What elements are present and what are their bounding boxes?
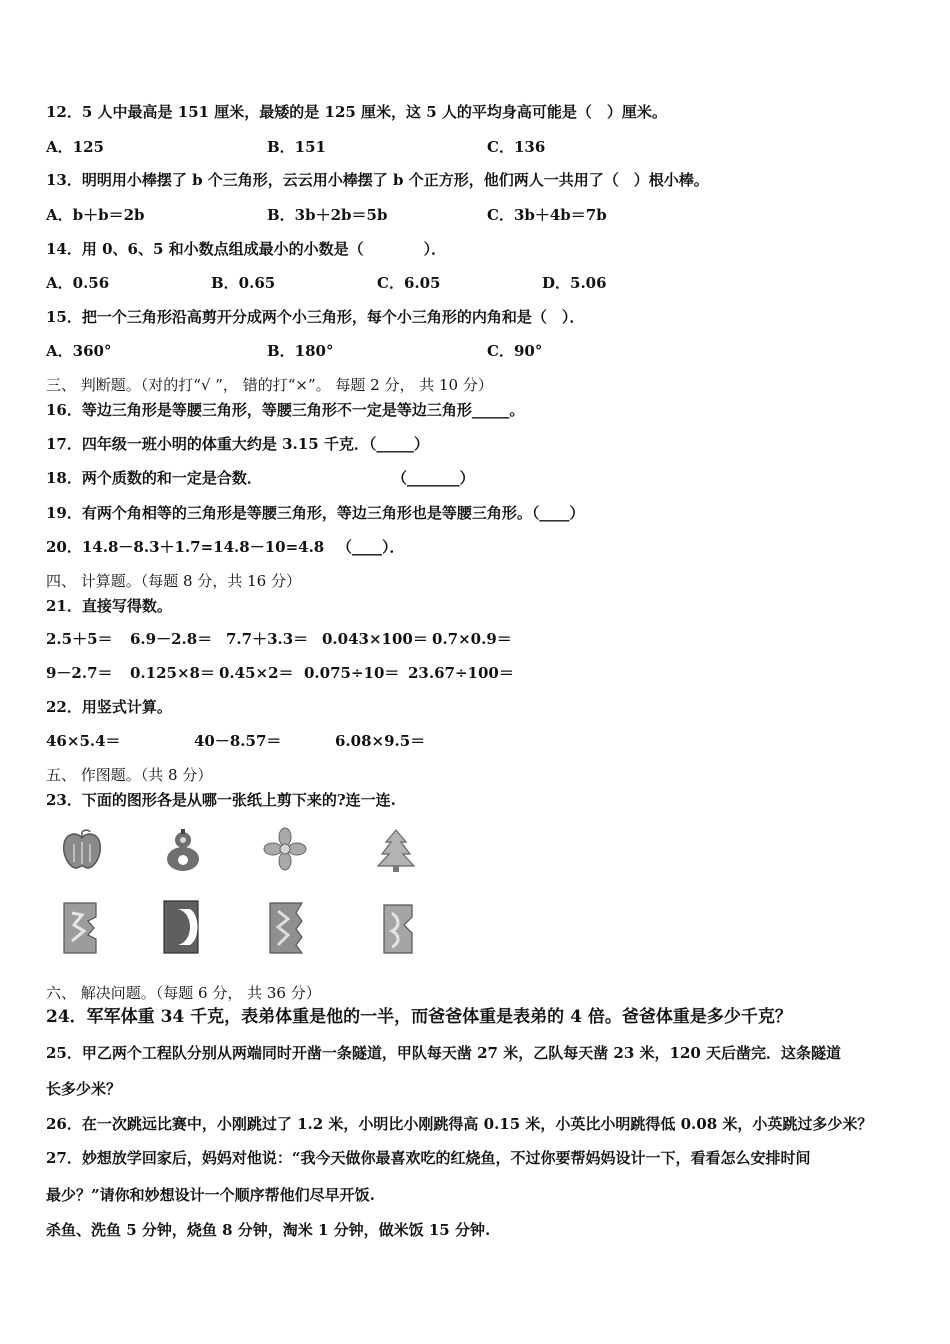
section-5-heading: 五、 作图题。（共 8 分） <box>46 766 213 784</box>
section-3-heading: 三、 判断题。（对的打“√ ”， 错的打“×”。 每题 2 分， 共 10 分） <box>46 376 493 394</box>
gourd-cutout-figure <box>160 826 206 874</box>
q15-option-c: C．90° <box>487 342 543 360</box>
q21-item: 2.5＋5＝ <box>46 630 113 648</box>
q18-answer-blank: （_______） <box>392 469 475 487</box>
q27-line-3: 杀鱼、洗鱼 5 分钟，烧鱼 8 分钟，淘米 1 分钟，做米饭 15 分钟. <box>46 1221 491 1239</box>
q22-item: 6.08×9.5＝ <box>335 732 426 750</box>
q13-option-b: B．3b＋2b＝5b <box>267 206 388 224</box>
q21-item: 0.043×100＝ <box>322 630 428 648</box>
q19: 19．有两个角相等的三角形是等腰三角形，等边三角形也是等腰三角形。（____） <box>46 504 585 522</box>
q21-item: 0.7×0.9＝ <box>432 630 512 648</box>
q21-item: 7.7＋3.3＝ <box>226 630 309 648</box>
section-6-heading: 六、 解决问题。（每题 6 分， 共 36 分） <box>46 984 321 1002</box>
q12-option-a: A．125 <box>46 138 104 156</box>
q21-item: 0.125×8＝ <box>130 664 215 682</box>
q15-option-b: B．180° <box>267 342 334 360</box>
q12-stem: 12．5 人中最高是 151 厘米，最矮的是 125 厘米，这 5 人的平均身高可能是（ ）厘米。 <box>46 103 667 121</box>
q14-option-b: B．0.65 <box>211 274 276 292</box>
q25-line-1: 25．甲乙两个工程队分别从两端同时开凿一条隧道，甲队每天凿 27 米，乙队每天凿 23 米，120 天后凿完．这条隧道 <box>46 1044 842 1062</box>
q14-option-a: A．0.56 <box>46 274 110 292</box>
q21: 21．直接写得数。 <box>46 597 172 615</box>
q14-option-c: C．6.05 <box>377 274 441 292</box>
section-4-heading: 四、 计算题。（每题 8 分，共 16 分） <box>46 572 301 590</box>
q22-item: 40－8.57＝ <box>194 732 282 750</box>
q21-item: 0.45×2＝ <box>219 664 294 682</box>
q13-option-a: A．b＋b＝2b <box>46 206 145 224</box>
q18: 18．两个质数的和一定是合数． <box>46 469 262 487</box>
q22-item: 46×5.4＝ <box>46 732 121 750</box>
apple-cutout-figure <box>58 826 106 874</box>
folded-paper-1-figure <box>60 901 100 955</box>
q14-option-d: D．5.06 <box>542 274 607 292</box>
q14-stem: 14．用 0、6、5 和小数点组成最小的小数是（ ）． <box>46 240 447 258</box>
q25-line-2: 长多少米？ <box>46 1080 122 1098</box>
q26: 26．在一次跳远比赛中，小刚跳过了 1.2 米，小明比小刚跳得高 0.15 米，小英比小明跳得低 0.08 米，小英跳过多少米？ <box>46 1115 873 1133</box>
q21-item: 6.9－2.8＝ <box>130 630 213 648</box>
q21-item: 0.075÷10＝ <box>304 664 400 682</box>
q24: 24．军军体重 34 千克，表弟体重是他的一半，而爸爸体重是表弟的 4 倍。爸爸体重是多少千克？ <box>46 1007 792 1027</box>
q15-stem: 15．把一个三角形沿高剪开分成两个小三角形，每个小三角形的内角和是（ ）． <box>46 308 585 326</box>
folded-paper-3-figure <box>266 901 306 955</box>
q16: 16．等边三角形是等腰三角形，等腰三角形不一定是等边三角形_____。 <box>46 401 525 419</box>
q15-option-a: A．360° <box>46 342 112 360</box>
q12-option-c: C．136 <box>487 138 546 156</box>
q21-item: 9－2.7＝ <box>46 664 113 682</box>
q12-option-b: B．151 <box>267 138 326 156</box>
folded-paper-4-figure <box>380 903 416 955</box>
flower-cutout-figure <box>262 826 308 872</box>
q27-line-1: 27．妙想放学回家后，妈妈对他说：“我今天做你最喜欢吃的红烧鱼，不过你要帮妈妈设计一下，看看怎么安排时间 <box>46 1149 811 1167</box>
q13-option-c: C．3b＋4b＝7b <box>487 206 607 224</box>
q21-item: 23.67÷100＝ <box>408 664 514 682</box>
q22: 22．用竖式计算。 <box>46 698 172 716</box>
q17: 17．四年级一班小明的体重大约是 3.15 千克．（_____） <box>46 435 429 453</box>
q20-answer-blank: （____）． <box>337 538 405 556</box>
q23: 23．下面的图形各是从哪一张纸上剪下来的?连一连. <box>46 791 396 809</box>
folded-paper-2-figure <box>160 899 202 955</box>
q27-line-2: 最少？”请你和妙想设计一个顺序帮他们尽早开饭. <box>46 1186 375 1204</box>
q13-stem: 13．明明用小棒摆了 b 个三角形，云云用小棒摆了 b 个正方形，他们两人一共用了（ ）根小棒。 <box>46 171 709 189</box>
tree-cutout-figure <box>374 826 418 874</box>
q20: 20．14.8－8.3＋1.7=14.8－10=4.8 <box>46 538 325 556</box>
